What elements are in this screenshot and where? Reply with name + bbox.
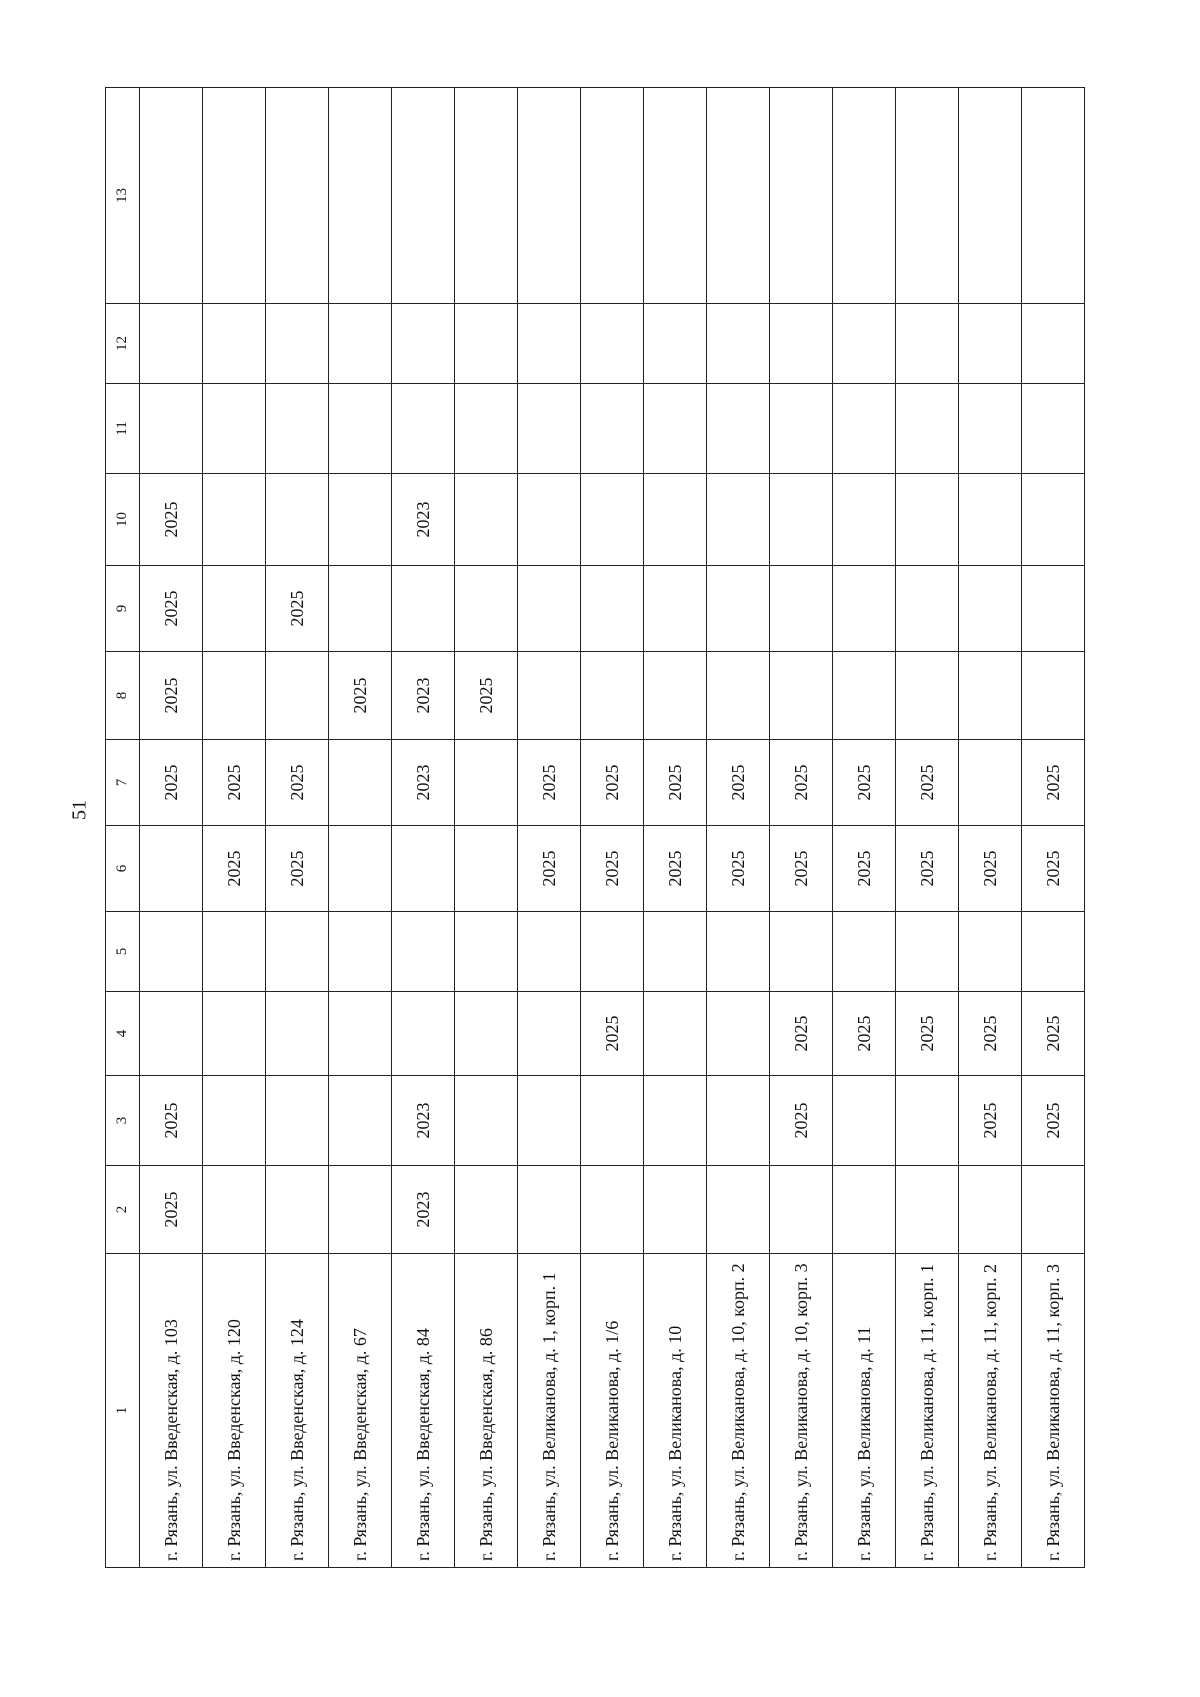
address-cell: г. Рязань, ул. Великанова, д. 11, корп. 2 (959, 1254, 1022, 1568)
year-cell (833, 1166, 896, 1254)
year-cell (959, 304, 1022, 384)
address-cell: г. Рязань, ул. Введенская, д. 120 (203, 1254, 266, 1568)
year-cell (329, 304, 392, 384)
year-cell (833, 652, 896, 740)
year-cell: 2025 (833, 826, 896, 912)
year-cell: 2025 (203, 740, 266, 826)
year-cell (329, 1166, 392, 1254)
year-cell: 2025 (770, 992, 833, 1076)
year-cell: 2025 (770, 826, 833, 912)
year-cell (392, 384, 455, 474)
year-cell (644, 912, 707, 992)
year-cell: 2025 (770, 740, 833, 826)
year-cell: 2023 (392, 1076, 455, 1166)
address-cell: г. Рязань, ул. Введенская, д. 84 (392, 1254, 455, 1568)
year-cell: 2025 (329, 652, 392, 740)
year-cell: 2025 (833, 740, 896, 826)
year-cell (329, 88, 392, 304)
year-cell (707, 304, 770, 384)
year-cell (896, 652, 959, 740)
table-row (770, 88, 833, 1568)
year-cell (833, 88, 896, 304)
table-row (1022, 88, 1085, 1568)
year-cell: 2025 (203, 826, 266, 912)
year-cell (455, 566, 518, 652)
year-cell (644, 384, 707, 474)
year-cell (203, 1076, 266, 1166)
year-cell: 2025 (140, 1076, 203, 1166)
year-cell (770, 88, 833, 304)
table-frame (105, 88, 1075, 1568)
address-cell: г. Рязань, ул. Великанова, д. 10, корп. 3 (770, 1254, 833, 1568)
data-table (105, 87, 1085, 1568)
column-header: 7 (106, 740, 140, 826)
year-cell (140, 992, 203, 1076)
year-cell: 2025 (896, 992, 959, 1076)
page-number: 51 (68, 800, 91, 820)
year-cell (203, 652, 266, 740)
year-cell: 2025 (707, 740, 770, 826)
year-cell: 2025 (455, 652, 518, 740)
year-cell: 2025 (959, 826, 1022, 912)
year-cell (1022, 652, 1085, 740)
year-cell (392, 566, 455, 652)
column-header: 13 (106, 88, 140, 304)
year-cell (770, 652, 833, 740)
address-cell: г. Рязань, ул. Введенская, д. 86 (455, 1254, 518, 1568)
column-header: 12 (106, 304, 140, 384)
address-cell: г. Рязань, ул. Великанова, д. 11, корп. 1 (896, 1254, 959, 1568)
year-cell: 2023 (392, 1166, 455, 1254)
address-cell: г. Рязань, ул. Великанова, д. 10 (644, 1254, 707, 1568)
year-cell (644, 474, 707, 566)
year-cell: 2023 (392, 740, 455, 826)
year-cell (770, 384, 833, 474)
year-cell (707, 474, 770, 566)
year-cell: 2025 (1022, 740, 1085, 826)
year-cell (203, 566, 266, 652)
column-header: 2 (106, 1166, 140, 1254)
address-cell: г. Рязань, ул. Введенская, д. 103 (140, 1254, 203, 1568)
year-cell (140, 912, 203, 992)
column-header: 4 (106, 992, 140, 1076)
column-header: 9 (106, 566, 140, 652)
column-header: 10 (106, 474, 140, 566)
year-cell (329, 566, 392, 652)
year-cell (518, 566, 581, 652)
table-row (707, 88, 770, 1568)
year-cell (455, 88, 518, 304)
year-cell: 2025 (518, 740, 581, 826)
year-cell (140, 826, 203, 912)
year-cell: 2025 (266, 566, 329, 652)
year-cell: 2025 (770, 1076, 833, 1166)
year-cell (644, 304, 707, 384)
year-cell (833, 384, 896, 474)
year-cell: 2025 (1022, 1076, 1085, 1166)
year-cell (833, 1076, 896, 1166)
year-cell (518, 88, 581, 304)
year-cell (392, 826, 455, 912)
table-row (392, 88, 455, 1568)
year-cell (518, 1076, 581, 1166)
year-cell (1022, 88, 1085, 304)
year-cell: 2025 (959, 992, 1022, 1076)
year-cell (518, 992, 581, 1076)
year-cell (644, 1166, 707, 1254)
year-cell (518, 912, 581, 992)
year-cell (518, 652, 581, 740)
header-row (106, 88, 140, 1568)
year-cell (203, 474, 266, 566)
year-cell: 2025 (707, 826, 770, 912)
year-cell: 2025 (266, 826, 329, 912)
year-cell (140, 384, 203, 474)
year-cell (266, 652, 329, 740)
year-cell (329, 826, 392, 912)
year-cell (140, 304, 203, 384)
table-row (581, 88, 644, 1568)
column-header: 1 (106, 1254, 140, 1568)
year-cell (455, 384, 518, 474)
year-cell (392, 88, 455, 304)
year-cell (203, 912, 266, 992)
year-cell (896, 88, 959, 304)
year-cell (518, 384, 581, 474)
year-cell: 2025 (581, 826, 644, 912)
address-cell: г. Рязань, ул. Введенская, д. 124 (266, 1254, 329, 1568)
year-cell (581, 652, 644, 740)
year-cell (707, 566, 770, 652)
rotated-table-container (105, 88, 1075, 1568)
year-cell (644, 1076, 707, 1166)
year-cell (770, 304, 833, 384)
year-cell (203, 992, 266, 1076)
year-cell (644, 652, 707, 740)
year-cell (896, 304, 959, 384)
year-cell (770, 474, 833, 566)
year-cell (392, 992, 455, 1076)
year-cell (329, 384, 392, 474)
year-cell (644, 992, 707, 1076)
year-cell: 2025 (266, 740, 329, 826)
year-cell: 2025 (644, 826, 707, 912)
year-cell (266, 88, 329, 304)
year-cell (896, 384, 959, 474)
year-cell (1022, 304, 1085, 384)
year-cell: 2023 (392, 474, 455, 566)
year-cell (959, 384, 1022, 474)
address-cell: г. Рязань, ул. Великанова, д. 1, корп. 1 (518, 1254, 581, 1568)
year-cell (518, 304, 581, 384)
year-cell (266, 304, 329, 384)
year-cell: 2025 (581, 740, 644, 826)
table-row (644, 88, 707, 1568)
year-cell (518, 474, 581, 566)
year-cell (959, 566, 1022, 652)
year-cell (707, 992, 770, 1076)
year-cell (770, 566, 833, 652)
table-row (896, 88, 959, 1568)
year-cell (1022, 474, 1085, 566)
year-cell (896, 912, 959, 992)
year-cell (707, 912, 770, 992)
year-cell (329, 740, 392, 826)
year-cell (329, 474, 392, 566)
year-cell (392, 304, 455, 384)
year-cell: 2025 (1022, 992, 1085, 1076)
year-cell (266, 384, 329, 474)
table-body (106, 88, 1085, 1568)
address-cell: г. Рязань, ул. Введенская, д. 67 (329, 1254, 392, 1568)
table-row (203, 88, 266, 1568)
year-cell (455, 992, 518, 1076)
year-cell: 2025 (140, 740, 203, 826)
year-cell (644, 88, 707, 304)
year-cell (266, 474, 329, 566)
year-cell (833, 474, 896, 566)
year-cell (455, 1166, 518, 1254)
year-cell: 2025 (140, 1166, 203, 1254)
year-cell (959, 912, 1022, 992)
address-cell: г. Рязань, ул. Великанова, д. 1/6 (581, 1254, 644, 1568)
year-cell (896, 1076, 959, 1166)
year-cell (140, 88, 203, 304)
year-cell: 2025 (140, 566, 203, 652)
year-cell: 2025 (644, 740, 707, 826)
year-cell: 2025 (833, 992, 896, 1076)
year-cell (959, 1166, 1022, 1254)
year-cell (896, 1166, 959, 1254)
column-header: 3 (106, 1076, 140, 1166)
year-cell (770, 1166, 833, 1254)
table-row (959, 88, 1022, 1568)
year-cell (581, 384, 644, 474)
year-cell (455, 912, 518, 992)
year-cell (581, 88, 644, 304)
column-header: 8 (106, 652, 140, 740)
year-cell (581, 1076, 644, 1166)
year-cell (896, 566, 959, 652)
table-row (266, 88, 329, 1568)
year-cell (266, 1166, 329, 1254)
year-cell: 2025 (581, 992, 644, 1076)
column-header: 5 (106, 912, 140, 992)
address-cell: г. Рязань, ул. Великанова, д. 11, корп. 3 (1022, 1254, 1085, 1568)
year-cell (833, 304, 896, 384)
table-row (518, 88, 581, 1568)
table-row (329, 88, 392, 1568)
address-cell: г. Рязань, ул. Великанова, д. 11 (833, 1254, 896, 1568)
year-cell (959, 740, 1022, 826)
year-cell (959, 88, 1022, 304)
year-cell (203, 1166, 266, 1254)
year-cell (707, 384, 770, 474)
table-row (833, 88, 896, 1568)
year-cell (707, 652, 770, 740)
year-cell (455, 826, 518, 912)
year-cell: 2023 (392, 652, 455, 740)
year-cell (770, 912, 833, 992)
year-cell (707, 1166, 770, 1254)
year-cell (455, 1076, 518, 1166)
year-cell (707, 88, 770, 304)
year-cell (203, 384, 266, 474)
year-cell (455, 474, 518, 566)
year-cell: 2025 (959, 1076, 1022, 1166)
year-cell (266, 912, 329, 992)
year-cell (896, 474, 959, 566)
year-cell (959, 652, 1022, 740)
year-cell (203, 88, 266, 304)
year-cell (1022, 384, 1085, 474)
year-cell: 2025 (140, 652, 203, 740)
year-cell (833, 566, 896, 652)
year-cell (392, 912, 455, 992)
year-cell (581, 912, 644, 992)
column-header: 11 (106, 384, 140, 474)
year-cell (455, 740, 518, 826)
year-cell (1022, 1166, 1085, 1254)
year-cell (581, 304, 644, 384)
year-cell (581, 474, 644, 566)
year-cell (266, 992, 329, 1076)
year-cell (329, 912, 392, 992)
year-cell: 2025 (1022, 826, 1085, 912)
year-cell (203, 304, 266, 384)
year-cell (959, 474, 1022, 566)
year-cell (329, 1076, 392, 1166)
year-cell (707, 1076, 770, 1166)
year-cell (644, 566, 707, 652)
year-cell (1022, 566, 1085, 652)
table-row (140, 88, 203, 1568)
year-cell (329, 992, 392, 1076)
year-cell (581, 566, 644, 652)
address-cell: г. Рязань, ул. Великанова, д. 10, корп. 2 (707, 1254, 770, 1568)
year-cell: 2025 (518, 826, 581, 912)
year-cell (455, 304, 518, 384)
year-cell (518, 1166, 581, 1254)
year-cell: 2025 (140, 474, 203, 566)
year-cell (1022, 912, 1085, 992)
year-cell (581, 1166, 644, 1254)
year-cell: 2025 (896, 826, 959, 912)
year-cell (833, 912, 896, 992)
year-cell: 2025 (896, 740, 959, 826)
column-header: 6 (106, 826, 140, 912)
table-row (455, 88, 518, 1568)
year-cell (266, 1076, 329, 1166)
